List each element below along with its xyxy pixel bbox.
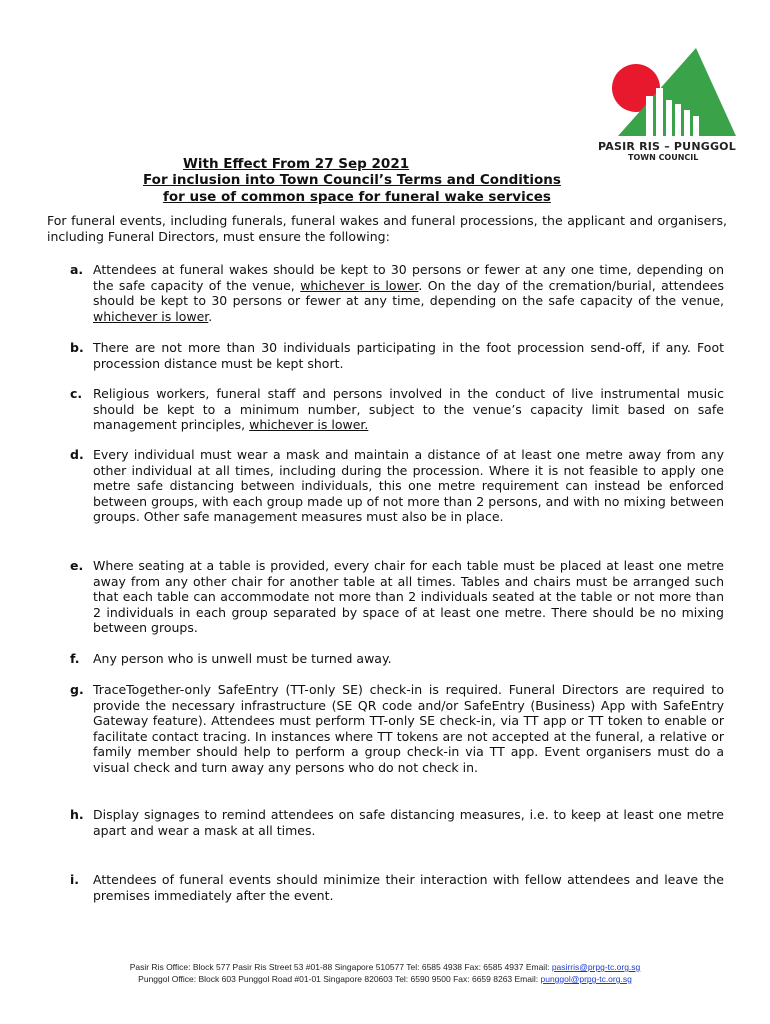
list-item-letter: a. — [70, 262, 84, 277]
list-item-text: Every individual must wear a mask and maintain a distance of at least one metre away from any other individual at all times, including during the procession. Where it is not feasible to apply one metre safe distancing between individuals, this one metre requirement can instead be enforced between groups, with each group made up of not more than 2 persons, and with no mixing between groups. Other safe management measures must also be in place. — [93, 447, 724, 524]
list-item-letter: d. — [70, 447, 84, 462]
list-item-text: Display signages to remind attendees on safe distancing measures, i.e. to keep at least one metre apart and wear a mask at all times. — [93, 807, 724, 838]
list-item-letter: h. — [70, 807, 84, 822]
list-item-e — [70, 558, 724, 636]
inclusion-title: For inclusion into Town Council’s Terms and Conditions — [143, 172, 561, 188]
list-item-f — [70, 651, 724, 667]
list-item-letter: b. — [70, 340, 84, 355]
list-item-text: TraceTogether-only SafeEntry (TT-only SE) check-in is required. Funeral Directors are required to provide the necessary infrastructure (SE QR code and/or SafeEntry (Business) App with SafeEntry Gateway feature). Attendees must perform TT-only SE check-in, via TT app or TT token to enable or facilitate contact tracing. In instances where TT tokens are not accepted at the funeral, a relative or family member should help to perform a group check-in via TT app. Event organisers must do a visual check and turn away any persons who do not check in. — [93, 682, 724, 775]
intro-paragraph: For funeral events, including funerals, funeral wakes and funeral processions, the applicant and organisers, including Funeral Directors, must ensure the following: — [47, 213, 727, 244]
list-item-letter: f. — [70, 651, 80, 666]
list-item-text: There are not more than 30 individuals participating in the foot procession send-off, if any. Foot procession distance must be kept short. — [93, 340, 724, 371]
footer-punggol-office: Punggol Office: Block 603 Punggol Road #01-01 Singapore 820603 Tel: 6590 9500 Fax: 6659 8263 Email: punggol@prpg-tc.org.sg — [138, 974, 632, 984]
list-item-letter: c. — [70, 386, 83, 401]
effective-date-title: With Effect From 27 Sep 2021 — [183, 156, 410, 172]
list-item-g — [70, 682, 724, 775]
list-item-text: Any person who is unwell must be turned away. — [93, 651, 392, 666]
footer-pasir-ris-office: Pasir Ris Office: Block 577 Pasir Ris Street 53 #01-88 Singapore 510577 Tel: 6585 4938 Fax: 6585 4937 Email: pasirris@prpg-tc.org.sg — [129, 962, 641, 972]
list-item-i — [70, 872, 724, 903]
list-item-a — [70, 262, 724, 324]
underlined-phrase: whichever is lower — [93, 308, 209, 324]
pasirris-email-link[interactable]: pasirris@prpg-tc.org.sg — [551, 962, 641, 972]
list-item-b — [70, 340, 724, 371]
list-item-d — [70, 447, 724, 525]
list-item-h — [70, 807, 724, 838]
common-space-title: for use of common space for funeral wake services — [163, 189, 551, 205]
punggol-email-link[interactable]: punggol@prpg-tc.org.sg — [540, 974, 632, 984]
logo-subtitle: TOWN COUNCIL — [628, 153, 699, 162]
underlined-phrase: whichever is lower. — [249, 417, 369, 432]
list-item-text: Religious workers, funeral staff and persons involved in the conduct of live instrumental music should be kept to a minimum number, subject to the venue’s capacity limit based on safe management principles, whichever is lower. — [93, 386, 724, 432]
list-item-text: Where seating at a table is provided, every chair for each table must be placed at least one metre away from any other chair for another table at all times. Tables and chairs must be arranged such that each table can accommodate not more than 2 individuals seated at the table or not more than 2 individuals in each group separated by space of at least one metre. There should be no mixing between groups. — [93, 558, 724, 635]
list-item-letter: e. — [70, 558, 84, 573]
list-item-c — [70, 386, 724, 433]
list-item-letter: i. — [70, 872, 80, 887]
underlined-phrase: whichever is lower — [300, 277, 419, 293]
list-item-text: Attendees at funeral wakes should be kept to 30 persons or fewer at any one time, depending on the safe capacity of the venue, whichever is lower. On the day of the cremation/burial, attendees should be kept to 30 persons or fewer at any time, depending on the safe capacity of the venue, whichever is lower. — [93, 262, 724, 324]
list-item-letter: g. — [70, 682, 84, 697]
logo-name: PASIR RIS – PUNGGOL — [598, 140, 736, 153]
list-item-text: Attendees of funeral events should minimize their interaction with fellow attendees and leave the premises immediately after the event. — [93, 872, 724, 903]
